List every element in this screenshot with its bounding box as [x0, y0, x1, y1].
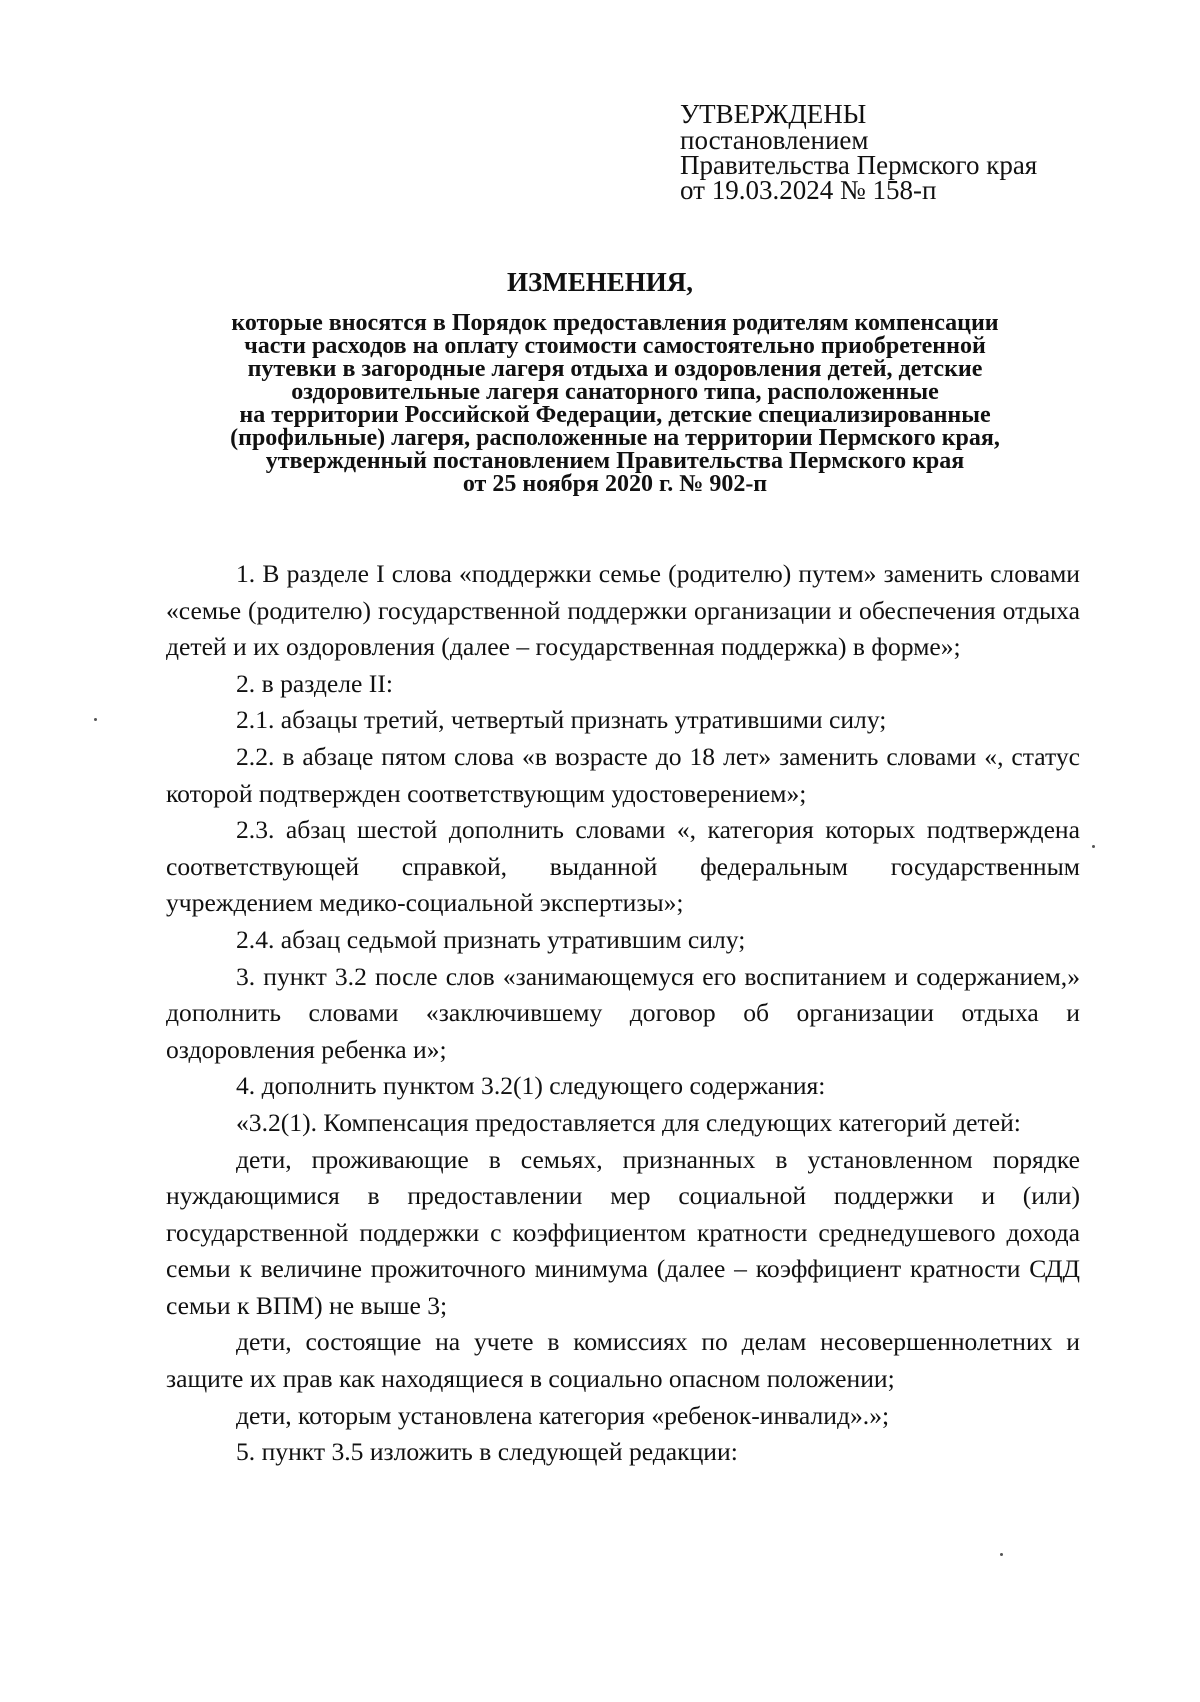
paragraph-2-4: 2.4. абзац седьмой признать утратившим силу;: [236, 924, 746, 954]
approval-line-government: Правительства Пермского края: [680, 150, 1038, 180]
document-subtitle: [150, 312, 1080, 496]
approval-stamp: [680, 100, 1140, 203]
subtitle-line: которые вносятся в Порядок предоставления родителям компенсации: [231, 310, 999, 336]
paragraph-category-disabled: дети, которым установлена категория «ребенок-инвалид».»;: [236, 1400, 890, 1430]
scan-speck: [1092, 845, 1095, 848]
approval-line-resolution: постановлением: [680, 125, 869, 155]
paragraph-section-3: 3. пункт 3.2 после слов «занимающемуся его воспитанием и содержанием,» дополнить словами «заключившему договор об организации отдыха и оздоровления ребенка и»;: [166, 961, 1080, 1064]
scan-speck: [94, 718, 97, 721]
paragraph-category-dangerous-situation: дети, состоящие на учете в комиссиях по делам несовершеннолетних и защите их прав как находящиеся в социально опасном положении;: [166, 1327, 1080, 1394]
paragraph-2-3: 2.3. абзац шестой дополнить словами «, категория которых подтверждена соответствующей справкой, выданной федеральным государственным учреждением медико-социальной экспертизы»;: [166, 815, 1080, 918]
subtitle-line: утвержденный постановлением Правительства Пермского края: [265, 448, 965, 474]
paragraph-section-4: 4. дополнить пунктом 3.2(1) следующего содержания:: [236, 1071, 826, 1101]
paragraph-3-2-1: «3.2(1). Компенсация предоставляется для следующих категорий детей:: [236, 1107, 1021, 1137]
subtitle-line: от 25 ноября 2020 г. № 902-п: [462, 471, 768, 497]
subtitle-line: части расходов на оплату стоимости самостоятельно приобретенной: [244, 333, 986, 359]
paragraph-section-1: 1. В разделе I слова «поддержки семье (родителю) путем» заменить словами «семье (родителю) государственной поддержки организации и обеспечения отдыха детей и их оздоровления (далее – государственная поддержка) в форме»;: [166, 559, 1080, 662]
scan-speck: [1000, 1553, 1003, 1556]
subtitle-line: путевки в загородные лагеря отдыха и оздоровления детей, детские: [247, 356, 983, 382]
document-body: [166, 556, 1080, 1471]
paragraph-2-2: 2.2. в абзаце пятом слова «в возрасте до 18 лет» заменить словами «, статус которой подтвержден соответствующим удостоверением»;: [166, 741, 1080, 808]
paragraph-section-2: 2. в разделе II:: [236, 668, 393, 698]
approval-line-date-number: от 19.03.2024 № 158-п: [680, 175, 937, 205]
paragraph-2-1: 2.1. абзацы третий, четвертый признать утратившими силу;: [236, 705, 887, 735]
paragraph-section-5: 5. пункт 3.5 изложить в следующей редакции:: [236, 1437, 738, 1467]
subtitle-line: оздоровительные лагеря санаторного типа, расположенные: [291, 379, 939, 405]
document-title: ИЗМЕНЕНИЯ,: [506, 267, 693, 297]
subtitle-line: (профильные) лагеря, расположенные на территории Пермского края,: [230, 425, 1000, 451]
paragraph-category-low-income: дети, проживающие в семьях, признанных в установленном порядке нуждающимися в предоставлении мер социальной поддержки и (или) государственной поддержки с коэффициентом кратности среднедушевого дохода семьи к величине прожиточного минимума (далее – коэффициент кратности СДД семьи к ВПМ) не выше 3;: [166, 1144, 1080, 1320]
subtitle-line: на территории Российской Федерации, детские специализированные: [239, 402, 991, 428]
approval-line-approved: УТВЕРЖДЕНЫ: [680, 99, 867, 129]
